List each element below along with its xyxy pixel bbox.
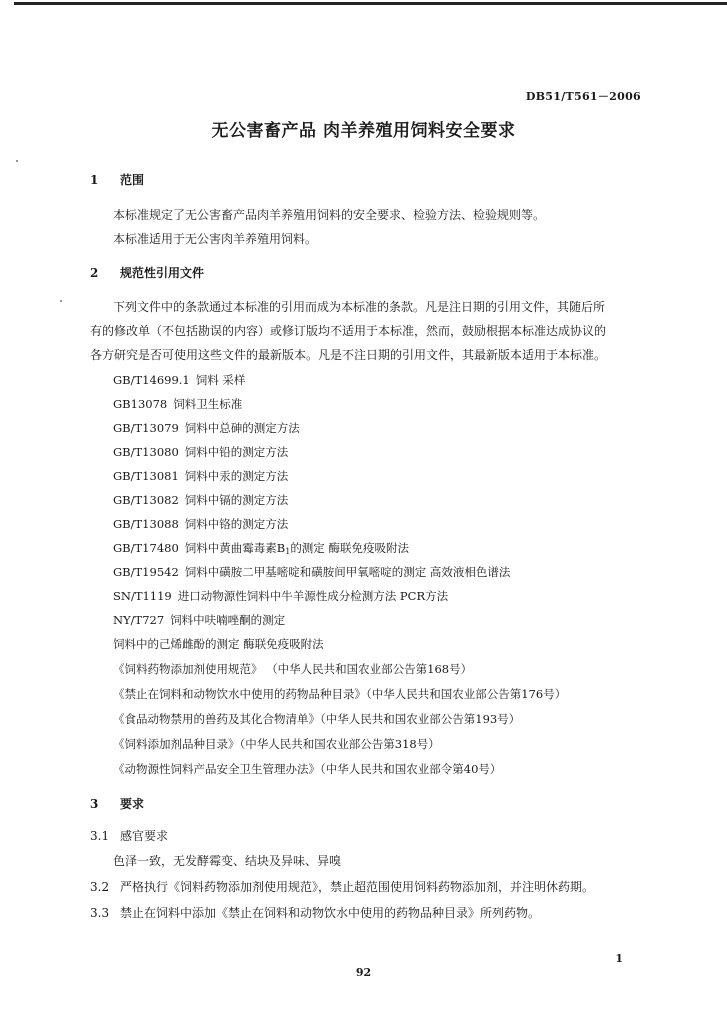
reference-item: SN/T1119 进口动物源性饲料中牛羊源性成分检测方法 PCR方法 — [113, 589, 449, 603]
reference-item: GB/T13082 饲料中镉的测定方法 — [113, 493, 289, 507]
section-2-intro-line: 各方研究是否可使用这些文件的最新版本。凡是不注日期的引用文件，其最新版本适用于本标准。 — [90, 348, 607, 362]
reference-item: GB/T14699.1 饲料 采样 — [113, 373, 246, 387]
reference-item: GB/T13088 饲料中铬的测定方法 — [113, 517, 289, 531]
reference-item: 饲料中的己烯雌酚的测定 酶联免疫吸附法 — [113, 637, 324, 651]
section-number: 1 — [90, 173, 99, 187]
section-2-intro-line: 下列文件中的条款通过本标准的引用而成为本标准的条款。凡是注日期的引用文件，其随后所 — [113, 300, 606, 314]
section-title: 要求 — [120, 797, 145, 811]
section-1-para-2: 本标准适用于无公害肉羊养殖用饲料。 — [113, 232, 318, 246]
section-1-para-1: 本标准规定了无公害畜产品肉羊养殖用饲料的安全要求、检验方法、检验规则等。 — [113, 208, 546, 222]
subsection-3-2: 3.2 严格执行《饲料药物添加剂使用规范》，禁止超范围使用饲料药物添加剂，并注明休药期。 — [90, 880, 595, 894]
reference-item: GB/T13079 饲料中总砷的测定方法 — [113, 421, 300, 435]
page-number: 92 — [355, 966, 372, 979]
reference-item: GB/T13081 饲料中汞的测定方法 — [113, 469, 289, 483]
scan-speck — [16, 160, 18, 162]
reference-item: 《食品动物禁用的兽药及其化合物清单》（中华人民共和国农业部公告第193号） — [113, 712, 521, 726]
section-title: 规范性引用文件 — [120, 266, 205, 280]
reference-item: GB13078 饲料卫生标准 — [113, 397, 243, 411]
subsection-3-3: 3.3 禁止在饲料中添加《禁止在饲料和动物饮水中使用的药物品种目录》所列药物。 — [90, 906, 541, 920]
section-1-heading — [90, 171, 144, 188]
scan-speck — [60, 300, 62, 302]
reference-item: 《禁止在饲料和动物饮水中使用的药物品种目录》（中华人民共和国农业部公告第176号） — [113, 687, 567, 701]
reference-item: 《饲料添加剂品种目录》（中华人民共和国农业部公告第318号） — [113, 737, 440, 751]
section-number: 3 — [90, 797, 99, 811]
reference-item: 《动物源性饲料产品安全卫生管理办法》（中华人民共和国农业部令第40号） — [113, 762, 502, 776]
reference-item: GB/T13080 饲料中铅的测定方法 — [113, 445, 289, 459]
reference-item: NY/T727 饲料中呋喃唑酮的测定 — [113, 613, 286, 627]
section-page-number: 1 — [615, 952, 623, 965]
document-title: 无公害畜产品 肉羊养殖用饲料安全要求 — [211, 121, 516, 141]
section-2-heading — [90, 264, 204, 281]
subsection-3-1-text: 色泽一致，无发酵霉变、结块及异味、异嗅 — [113, 854, 342, 868]
reference-item: GB/T19542 饲料中磺胺二甲基嘧啶和磺胺间甲氧嘧啶的测定 高效液相色谱法 — [113, 565, 511, 579]
section-3-heading — [90, 795, 144, 812]
reference-item: GB/T17480 饲料中黄曲霉毒素$B_1$的测定 酶联免疫吸附法 — [113, 541, 409, 556]
reference-item: 《饲料药物添加剂使用规范》 （中华人民共和国农业部公告第168号） — [113, 662, 473, 676]
subsection-3-1-heading: 3.1 感官要求 — [90, 829, 169, 843]
section-title: 范围 — [120, 173, 145, 187]
top-rule — [14, 2, 727, 5]
section-2-intro-line: 有的修改单（不包括勘误的内容）或修订版均不适用于本标准，然而，鼓励根据本标准达成协议的 — [90, 324, 607, 338]
section-number: 2 — [90, 266, 99, 280]
standard-code: DB51/T561－2006 — [525, 90, 641, 103]
